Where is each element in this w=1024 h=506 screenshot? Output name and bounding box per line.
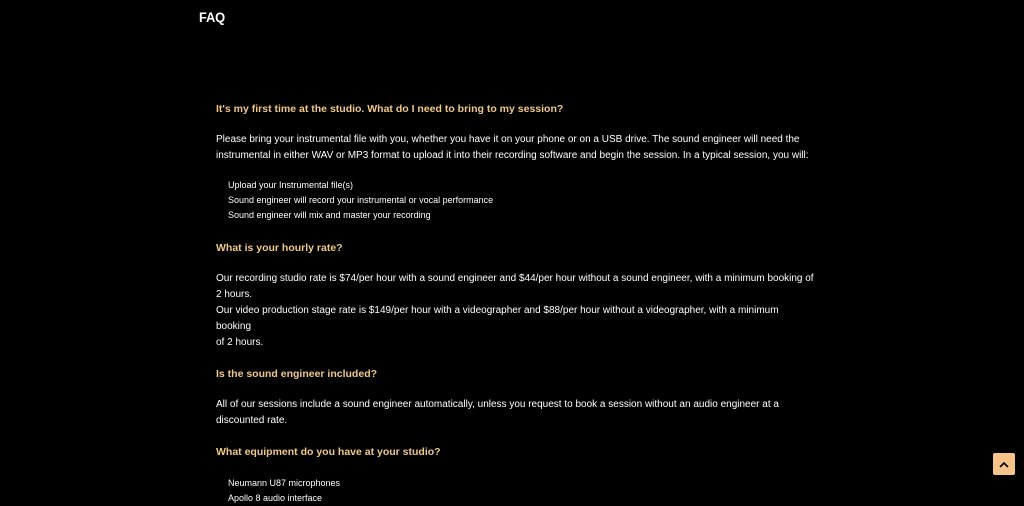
faq-answer-line: of 2 hours. [216, 337, 264, 348]
faq-answer-line: instrumental in either WAV or MP3 format to upload it into their recording software and begin the session. In a typical session, you will: [216, 150, 809, 161]
faq-question-first-time: It's my first time at the studio. What do I need to bring to my session? [216, 103, 564, 115]
list-item: Neumann U87 microphones [228, 478, 341, 488]
faq-answer-line: All of our sessions include a sound engineer automatically, unless you request to book a session without an audio engineer at a [216, 399, 779, 410]
list-item: Apollo 8 audio interface [228, 493, 323, 503]
chevron-up-icon [999, 461, 1009, 468]
equipment-list [216, 476, 816, 506]
list-item: Sound engineer will mix and master your recording [228, 210, 431, 220]
faq-answer-line: Our video production stage rate is $149/per hour with a videographer and $88/per hour without a videographer, with a minimum booking [216, 305, 779, 332]
faq-question-hourly-rate: What is your hourly rate? [216, 242, 343, 254]
list-item: Sound engineer will record your instrumental or vocal performance [228, 195, 494, 205]
list-item: Upload your Instrumental file(s) [228, 180, 354, 190]
session-steps-list [216, 178, 816, 223]
faq-question-equipment: What equipment do you have at your studio? [216, 446, 441, 458]
page-title: FAQ [199, 9, 225, 25]
faq-answer-line: 2 hours. [216, 289, 253, 300]
faq-answer-line: discounted rate. [216, 415, 288, 426]
faq-list [216, 101, 816, 506]
faq-answer-line: Our recording studio rate is $74/per hour with a sound engineer and $44/per hour without a sound engineer, with a minimum booking of [216, 273, 814, 284]
faq-answer-line: Please bring your instrumental file with you, whether you have it on your phone or on a USB drive. The sound engineer will need the [216, 134, 800, 145]
scroll-to-top-button[interactable] [993, 453, 1015, 475]
faq-question-sound-engineer: Is the sound engineer included? [216, 368, 378, 380]
